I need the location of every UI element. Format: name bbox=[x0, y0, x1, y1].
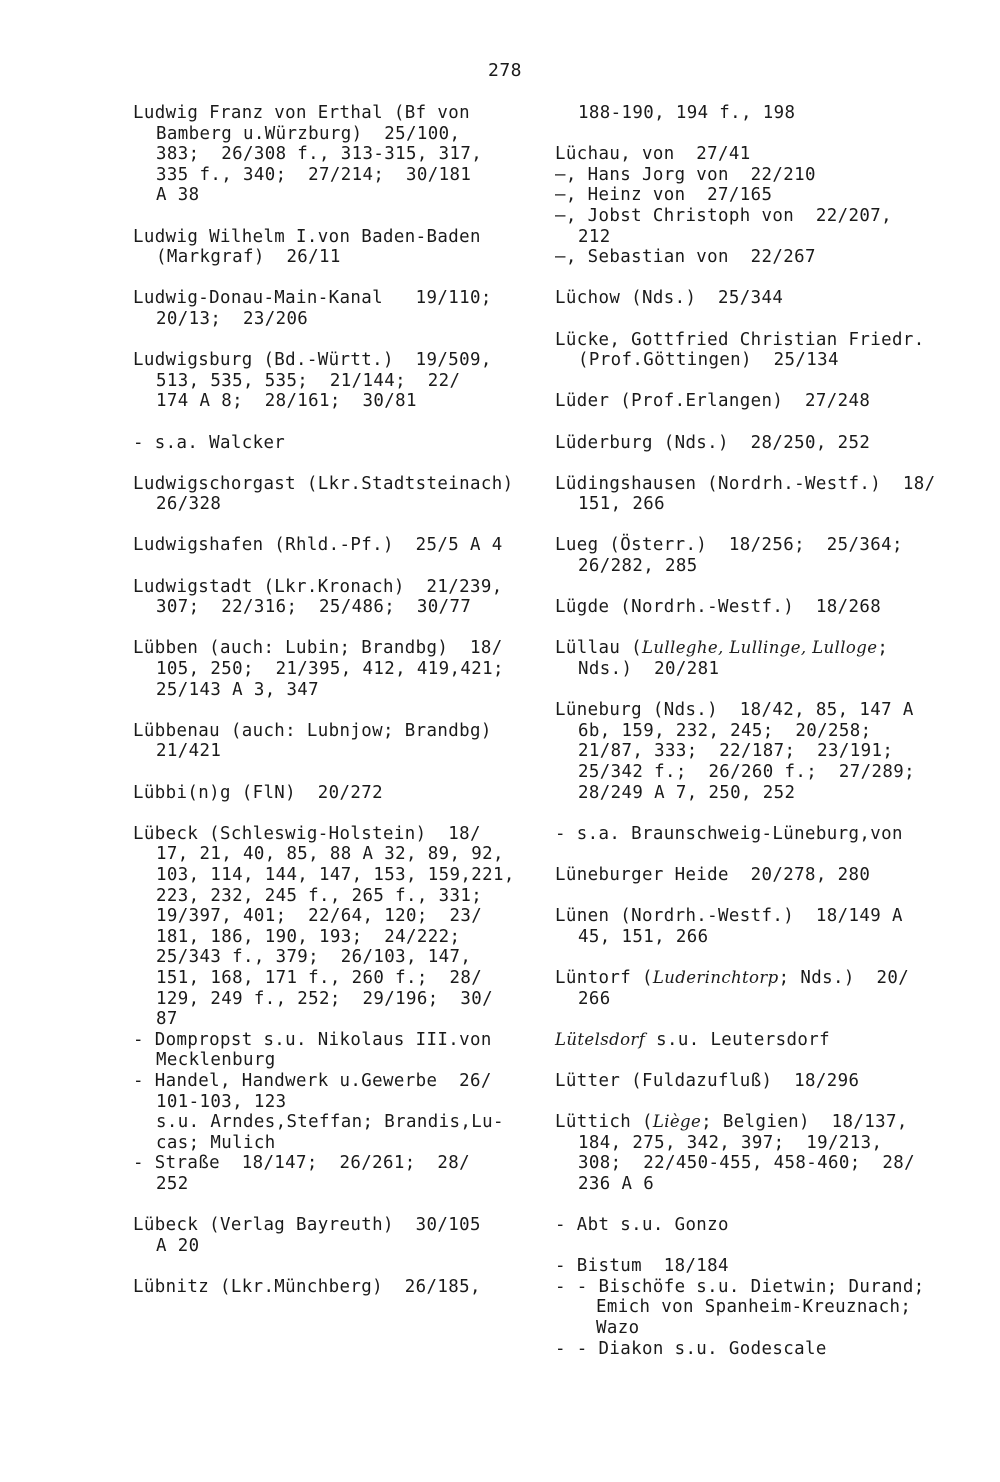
historical-name: Luderinchtorp bbox=[652, 967, 779, 987]
index-entry bbox=[133, 103, 553, 206]
index-entry bbox=[133, 1071, 553, 1153]
index-entry-continuation: Wazo bbox=[596, 1318, 640, 1339]
index-entry-continuation: 129, 249 f., 252; 29/196; 30/ bbox=[156, 988, 493, 1009]
index-entry-continuation: 513, 535, 535; 21/144; 22/ bbox=[156, 370, 461, 391]
index-entry bbox=[133, 824, 553, 1030]
index-entry-continuation: 25/342 f.; 26/260 f.; 27/289; bbox=[578, 762, 915, 782]
entry-head-text: Lüllau ( bbox=[555, 638, 642, 659]
index-entry-head: Ludwigschorgast (Lkr.Stadtsteinach) bbox=[133, 473, 514, 494]
index-entry bbox=[133, 721, 553, 762]
entry-head-tail: ; Belgien) 18/137, bbox=[701, 1112, 908, 1133]
index-entry-continuation: 151, 168, 171 f., 260 f.; 28/ bbox=[156, 967, 483, 988]
index-entry-continuation: cas; Mulich bbox=[156, 1132, 276, 1153]
index-entry bbox=[555, 1339, 960, 1360]
index-entry-continuation: 25/143 A 3, 347 bbox=[156, 679, 320, 700]
index-entry-head: Lüchau, von 27/41 bbox=[555, 144, 751, 165]
index-entry bbox=[133, 1030, 553, 1071]
index-entry bbox=[555, 103, 960, 124]
index-entry bbox=[133, 783, 553, 804]
index-entry bbox=[133, 1215, 553, 1256]
index-entry-continuation: 6b, 159, 232, 245; 20/258; bbox=[578, 720, 872, 741]
index-entry-continuation: 25/343 f., 379; 26/103, 147, bbox=[156, 947, 472, 968]
index-entry-head: Lübbenau (auch: Lubnjow; Brandbg) bbox=[133, 720, 492, 741]
index-entry-continuation: 26/282, 285 bbox=[578, 556, 698, 577]
index-entry bbox=[555, 330, 960, 371]
index-entry-continuation: Nds.) 20/281 bbox=[578, 659, 720, 680]
index-entry-head: - - Diakon s.u. Godescale bbox=[555, 1338, 827, 1359]
index-entry-head: 188-190, 194 f., 198 bbox=[578, 103, 796, 123]
index-column-right bbox=[555, 103, 960, 1359]
index-entry-continuation: 20/13; 23/206 bbox=[156, 308, 309, 329]
index-entry-continuation: 335 f., 340; 27/214; 30/181 bbox=[156, 164, 472, 185]
index-entry-continuation: —, Hans Jorg von 22/210 bbox=[555, 164, 816, 185]
index-entry bbox=[555, 535, 960, 576]
index-entry-head: - Handel, Handwerk u.Gewerbe 26/ bbox=[133, 1070, 492, 1091]
index-entry-head: Ludwigsburg (Bd.-Württ.) 19/509, bbox=[133, 350, 492, 371]
index-entry-head: Ludwig-Donau-Main-Kanal 19/110; bbox=[133, 288, 492, 309]
index-entry-head: Ludwigshafen (Rhld.-Pf.) 25/5 A 4 bbox=[133, 535, 503, 556]
index-entry-head: Lübben (auch: Lubin; Brandbg) 18/ bbox=[133, 638, 503, 659]
index-entry-head: - s.a. Walcker bbox=[133, 432, 286, 453]
index-entry-head: - Dompropst s.u. Nikolaus III.von bbox=[133, 1029, 492, 1050]
index-entry-continuation: 266 bbox=[578, 988, 611, 1009]
index-entry-continuation: 151, 266 bbox=[578, 494, 665, 515]
index-entry bbox=[555, 144, 960, 268]
index-entry-continuation: 181, 186, 190, 193; 24/222; bbox=[156, 926, 461, 947]
index-entry-continuation: 236 A 6 bbox=[578, 1173, 655, 1194]
index-entry-head: Lübeck (Schleswig-Holstein) 18/ bbox=[133, 823, 481, 844]
index-entry-continuation: 212 bbox=[578, 226, 611, 247]
index-entry-continuation: Mecklenburg bbox=[156, 1050, 276, 1071]
index-entry-head: Lübnitz (Lkr.Münchberg) 26/185, bbox=[133, 1276, 481, 1297]
index-entry bbox=[133, 535, 553, 556]
historical-name: Lütelsdorf bbox=[555, 1029, 646, 1049]
page-number: 278 bbox=[488, 60, 523, 81]
index-entry bbox=[555, 700, 960, 803]
index-entry bbox=[555, 433, 960, 454]
index-entry bbox=[133, 474, 553, 515]
index-entry bbox=[555, 1256, 960, 1277]
index-entry-continuation: —, Sebastian von 22/267 bbox=[555, 247, 816, 268]
index-entry bbox=[133, 1153, 553, 1194]
entry-head-tail: ; bbox=[877, 638, 889, 659]
index-entry-head: Lügde (Nordrh.-Westf.) 18/268 bbox=[555, 597, 882, 618]
index-entry-continuation: Bamberg u.Würzburg) 25/100, bbox=[156, 123, 461, 144]
index-entry-head: Lübbi(n)g (FlN) 20/272 bbox=[133, 782, 384, 803]
index-entry-continuation: 103, 114, 144, 147, 153, 159,221, bbox=[156, 864, 515, 885]
index-entry-continuation: 45, 151, 266 bbox=[578, 926, 709, 947]
index-entry-continuation: 308; 22/450-455, 458-460; 28/ bbox=[578, 1153, 915, 1174]
index-entry bbox=[555, 1112, 960, 1194]
index-entry-continuation: (Markgraf) 26/11 bbox=[156, 247, 341, 268]
index-entry-continuation: —, Jobst Christoph von 22/207, bbox=[555, 205, 892, 226]
entry-head-text: Lüntorf ( bbox=[555, 967, 653, 988]
index-entry-head: Ludwig Wilhelm I.von Baden-Baden bbox=[133, 226, 481, 247]
index-entry bbox=[555, 391, 960, 412]
index-entry bbox=[133, 288, 553, 329]
index-entry-head: Lütter (Fuldazufluß) 18/296 bbox=[555, 1070, 860, 1091]
index-entry-continuation: 87 bbox=[156, 1009, 178, 1030]
index-entry bbox=[555, 1215, 960, 1236]
index-entry-head: Lüneburger Heide 20/278, 280 bbox=[555, 864, 871, 885]
index-entry bbox=[555, 968, 960, 1009]
index-entry-continuation: 223, 232, 245 f., 265 f., 331; bbox=[156, 885, 483, 906]
index-entry-continuation: 21/87, 333; 22/187; 23/191; bbox=[578, 741, 894, 762]
index-entry-head: Lünen (Nordrh.-Westf.) 18/149 A bbox=[555, 906, 903, 927]
index-entry-head: Lüchow (Nds.) 25/344 bbox=[555, 288, 784, 309]
index-entry-continuation: 17, 21, 40, 85, 88 A 32, 89, 92, bbox=[156, 844, 504, 865]
index-entry-head bbox=[555, 1030, 960, 1051]
index-entry-continuation: s.u. Arndes,Steffan; Brandis,Lu- bbox=[156, 1112, 504, 1133]
index-entry-continuation: 21/421 bbox=[156, 741, 222, 762]
index-entry-continuation: 101-103, 123 bbox=[156, 1091, 287, 1112]
index-entry bbox=[133, 350, 553, 412]
index-entry bbox=[133, 227, 553, 268]
index-entry-continuation: 307; 22/316; 25/486; 30/77 bbox=[156, 597, 472, 618]
index-column-left bbox=[133, 103, 553, 1318]
index-entry bbox=[133, 433, 553, 454]
index-entry-head: Ludwig Franz von Erthal (Bf von bbox=[133, 103, 470, 123]
entry-head-tail: s.u. Leutersdorf bbox=[645, 1029, 831, 1050]
index-entry-head: Lübeck (Verlag Bayreuth) 30/105 bbox=[133, 1215, 481, 1236]
index-entry-continuation: Emich von Spanheim-Kreuznach; bbox=[596, 1297, 912, 1318]
index-entry-continuation: 26/328 bbox=[156, 494, 222, 515]
index-entry-head bbox=[555, 968, 960, 989]
index-entry-continuation: A 20 bbox=[156, 1235, 200, 1256]
index-entry-head: - - Bischöfe s.u. Dietwin; Durand; bbox=[555, 1276, 925, 1297]
index-entry bbox=[133, 638, 553, 700]
index-entry-continuation: 383; 26/308 f., 313-315, 317, bbox=[156, 144, 483, 165]
historical-name: Liège bbox=[652, 1112, 702, 1132]
index-entry-continuation: (Prof.Göttingen) 25/134 bbox=[578, 350, 839, 371]
index-entry-continuation: 28/249 A 7, 250, 252 bbox=[578, 782, 796, 803]
index-entry-head: - Abt s.u. Gonzo bbox=[555, 1215, 729, 1236]
index-entry bbox=[555, 1071, 960, 1092]
index-entry bbox=[555, 288, 960, 309]
index-entry bbox=[555, 1277, 960, 1339]
index-entry-continuation: 252 bbox=[156, 1173, 189, 1194]
index-entry-continuation: A 38 bbox=[156, 185, 200, 206]
entry-head-tail: ; Nds.) 20/ bbox=[778, 967, 910, 988]
index-entry bbox=[133, 577, 553, 618]
index-entry-continuation: 184, 275, 342, 397; 19/213, bbox=[578, 1132, 883, 1153]
index-entry-head: Lüder (Prof.Erlangen) 27/248 bbox=[555, 391, 871, 412]
entry-head-text: Lüttich ( bbox=[555, 1112, 653, 1133]
index-entry-head: - s.a. Braunschweig-Lüneburg,von bbox=[555, 823, 903, 844]
index-entry-head: Lücke, Gottfried Christian Friedr. bbox=[555, 329, 925, 350]
index-entry bbox=[555, 638, 960, 679]
index-entry bbox=[555, 474, 960, 515]
index-entry-continuation: —, Heinz von 27/165 bbox=[555, 185, 773, 206]
index-entry-continuation: 105, 250; 21/395, 412, 419,421; bbox=[156, 659, 504, 680]
index-entry bbox=[555, 906, 960, 947]
index-entry-continuation: 19/397, 401; 22/64, 120; 23/ bbox=[156, 906, 483, 927]
historical-name: Lulleghe, Lullinge, Lulloge bbox=[641, 638, 878, 658]
index-entry-head: Lueg (Österr.) 18/256; 25/364; bbox=[555, 535, 903, 556]
index-entry-head bbox=[555, 1112, 960, 1133]
index-entry-head: Lüdingshausen (Nordrh.-Westf.) 18/ bbox=[555, 473, 936, 494]
index-entry-head: Lüneburg (Nds.) 18/42, 85, 147 A bbox=[555, 700, 914, 721]
index-entry-head bbox=[555, 638, 960, 659]
index-entry bbox=[555, 824, 960, 845]
index-entry-head: Ludwigstadt (Lkr.Kronach) 21/239, bbox=[133, 576, 503, 597]
index-entry-head: Lüderburg (Nds.) 28/250, 252 bbox=[555, 432, 871, 453]
index-entry bbox=[133, 1277, 553, 1298]
index-entry-head: - Straße 18/147; 26/261; 28/ bbox=[133, 1153, 470, 1174]
index-entry-continuation: 174 A 8; 28/161; 30/81 bbox=[156, 391, 417, 412]
index-entry bbox=[555, 1030, 960, 1051]
index-entry bbox=[555, 597, 960, 618]
index-entry-head: - Bistum 18/184 bbox=[555, 1256, 729, 1277]
index-entry bbox=[555, 865, 960, 886]
